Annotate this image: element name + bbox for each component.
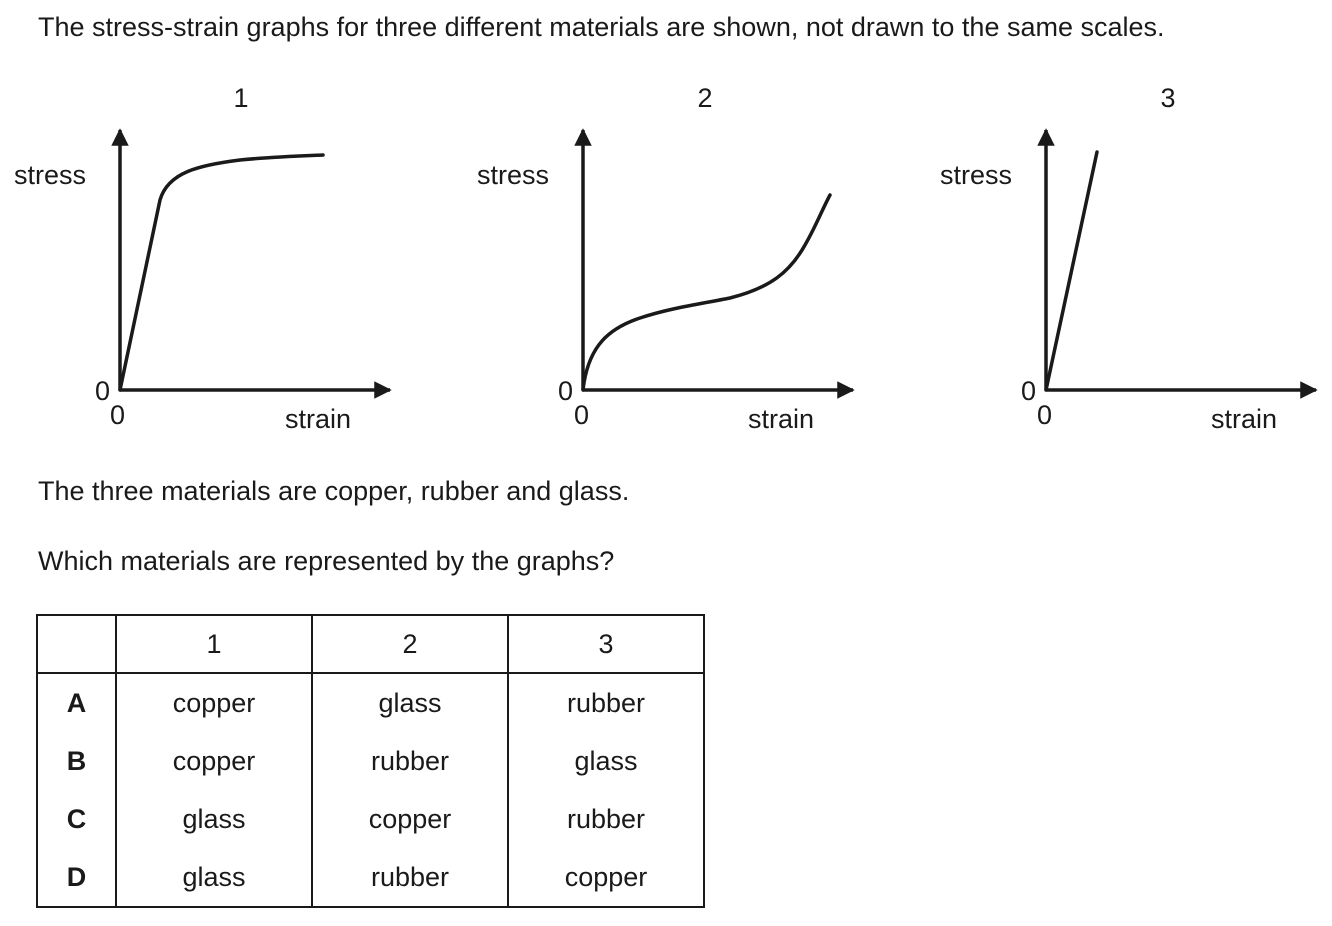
option-letter: A bbox=[37, 673, 116, 732]
header-cell-graph-1: 1 bbox=[116, 615, 312, 673]
graph-3-xlabel: strain bbox=[1211, 404, 1278, 434]
option-letter: B bbox=[37, 732, 116, 790]
cell-graph-3: copper bbox=[508, 848, 704, 907]
answer-table bbox=[36, 614, 705, 908]
option-letter: D bbox=[37, 848, 116, 907]
graph-3-ylabel: stress bbox=[940, 160, 1013, 190]
graph-1 bbox=[14, 83, 390, 434]
graph-2-curve bbox=[583, 195, 830, 390]
graph-1-curve bbox=[120, 155, 323, 390]
cell-graph-1: glass bbox=[116, 848, 312, 907]
graph-2-title: 2 bbox=[697, 83, 713, 113]
graph-2-ylabel: stress bbox=[477, 160, 550, 190]
cell-graph-3: rubber bbox=[508, 790, 704, 848]
cell-graph-1: copper bbox=[116, 732, 312, 790]
option-letter: C bbox=[37, 790, 116, 848]
cell-graph-2: copper bbox=[312, 790, 508, 848]
intro-text: The stress-strain graphs for three different materials are shown, not drawn to the same scales. bbox=[38, 12, 1165, 42]
graph-1-origin-y: 0 bbox=[95, 376, 111, 406]
graph-1-origin-x: 0 bbox=[110, 400, 126, 430]
stress-strain-graphs bbox=[0, 0, 1332, 450]
table-row[interactable] bbox=[37, 790, 704, 848]
header-cell-graph-3: 3 bbox=[508, 615, 704, 673]
table-row[interactable] bbox=[37, 848, 704, 907]
table-header-row bbox=[37, 615, 704, 673]
materials-text: The three materials are copper, rubber and glass. bbox=[38, 476, 630, 506]
graph-2-origin-x: 0 bbox=[574, 400, 590, 430]
graph-3-origin-x: 0 bbox=[1037, 400, 1053, 430]
graph-3-curve bbox=[1046, 152, 1097, 390]
graph-1-title: 1 bbox=[233, 83, 249, 113]
graph-1-ylabel: stress bbox=[14, 160, 87, 190]
graph-2 bbox=[477, 83, 853, 434]
cell-graph-2: glass bbox=[312, 673, 508, 732]
header-cell-graph-2: 2 bbox=[312, 615, 508, 673]
header-cell-empty bbox=[37, 615, 116, 673]
graph-2-xlabel: strain bbox=[748, 404, 815, 434]
graph-3-origin-y: 0 bbox=[1021, 376, 1037, 406]
cell-graph-2: rubber bbox=[312, 732, 508, 790]
cell-graph-1: glass bbox=[116, 790, 312, 848]
cell-graph-2: rubber bbox=[312, 848, 508, 907]
cell-graph-1: copper bbox=[116, 673, 312, 732]
cell-graph-3: rubber bbox=[508, 673, 704, 732]
graph-3-title: 3 bbox=[1160, 83, 1176, 113]
table-row[interactable] bbox=[37, 673, 704, 732]
graph-2-origin-y: 0 bbox=[558, 376, 574, 406]
cell-graph-3: glass bbox=[508, 732, 704, 790]
graph-1-xlabel: strain bbox=[285, 404, 352, 434]
graph-3 bbox=[940, 83, 1316, 434]
question-text: Which materials are represented by the graphs? bbox=[38, 546, 615, 576]
table-row[interactable] bbox=[37, 732, 704, 790]
